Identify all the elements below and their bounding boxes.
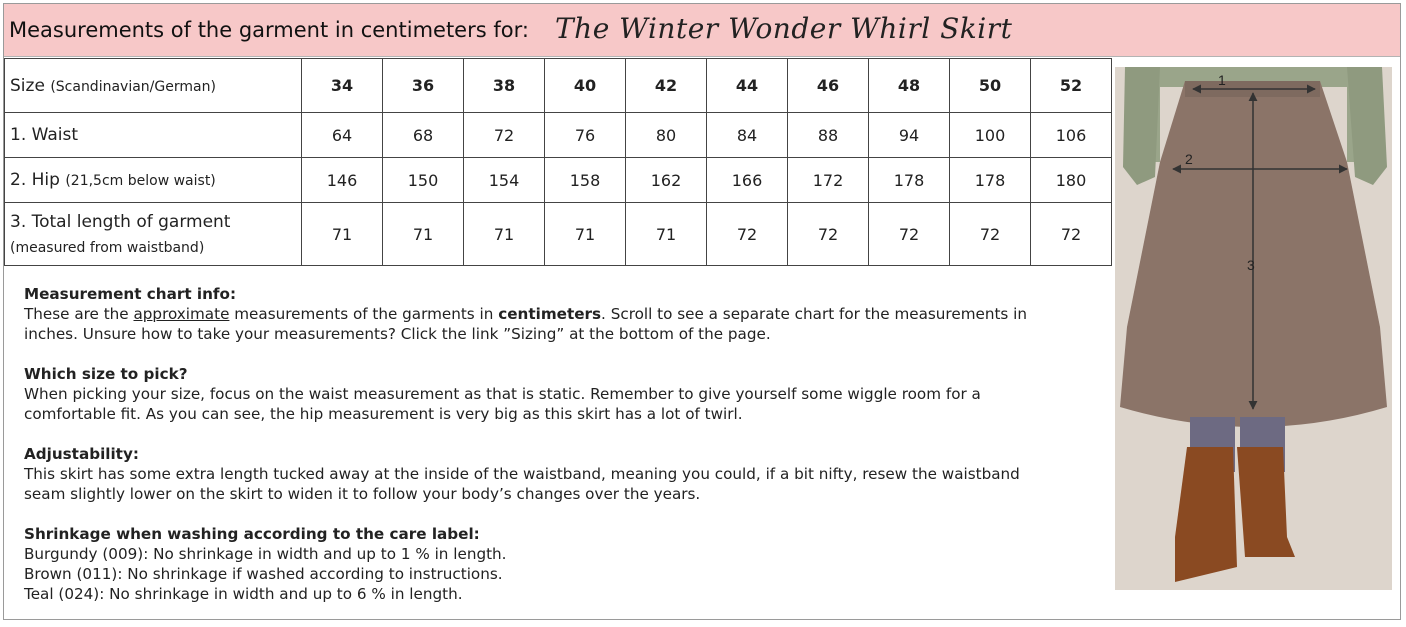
shrinkage-paragraph xyxy=(24,524,1064,604)
marker-3: 3 xyxy=(1247,257,1255,273)
waist-cell: 106 xyxy=(1031,113,1112,158)
chart-info-heading: Measurement chart info: xyxy=(24,285,237,303)
centimeters-word: centimeters xyxy=(498,305,602,323)
header-banner xyxy=(4,4,1400,57)
hip-cell: 178 xyxy=(869,158,950,203)
hip-cell: 162 xyxy=(626,158,707,203)
length-cell: 71 xyxy=(383,203,464,266)
table-row-sizes xyxy=(5,59,1112,113)
size-cell: 48 xyxy=(869,59,950,113)
size-cell: 52 xyxy=(1031,59,1112,113)
size-cell: 46 xyxy=(788,59,869,113)
header-title: Measurements of the garment in centimeters for: xyxy=(9,18,529,42)
shrinkage-line: Brown (011): No shrinkage if washed according to instructions. xyxy=(24,565,503,583)
size-cell: 36 xyxy=(383,59,464,113)
length-cell: 72 xyxy=(950,203,1031,266)
length-cell: 71 xyxy=(302,203,383,266)
table-row-waist xyxy=(5,113,1112,158)
length-label-cell xyxy=(5,203,302,266)
chart-info-text: These are the xyxy=(24,305,134,323)
size-label-note: (Scandinavian/German) xyxy=(50,78,216,95)
marker-1: 1 xyxy=(1218,72,1226,88)
table-row-length xyxy=(5,203,1112,266)
size-pick-heading: Which size to pick? xyxy=(24,365,188,383)
hip-label: 2. Hip xyxy=(10,170,60,190)
size-label: Size xyxy=(10,75,45,96)
size-pick-text: When picking your size, focus on the waist measurement as that is static. Remember to give yourself some wiggle room for a comfortable fit. As you can see, the hip measurement is very big as this skirt has a lot of twirl. xyxy=(24,385,981,423)
hip-cell: 172 xyxy=(788,158,869,203)
waist-cell: 100 xyxy=(950,113,1031,158)
chart-info-text: measurements of the garments in xyxy=(229,305,499,323)
length-cell: 72 xyxy=(707,203,788,266)
size-cell: 44 xyxy=(707,59,788,113)
waist-label: 1. Waist xyxy=(5,113,302,158)
hip-cell: 146 xyxy=(302,158,383,203)
length-cell: 72 xyxy=(1031,203,1112,266)
shrinkage-line: Burgundy (009): No shrinkage in width and up to 1 % in length. xyxy=(24,545,507,563)
shrinkage-line: Teal (024): No shrinkage in width and up to 6 % in length. xyxy=(24,585,463,603)
size-pick-paragraph xyxy=(24,364,1064,424)
hip-cell: 166 xyxy=(707,158,788,203)
length-label-note: (measured from waistband) xyxy=(10,240,205,256)
hip-label-note: (21,5cm below waist) xyxy=(65,173,216,189)
skirt-photo xyxy=(1115,67,1392,590)
left-boot-shape xyxy=(1175,447,1237,582)
left-arm-shape xyxy=(1123,67,1160,185)
waist-cell: 88 xyxy=(788,113,869,158)
hip-cell: 158 xyxy=(545,158,626,203)
hip-cell: 180 xyxy=(1031,158,1112,203)
size-cell: 38 xyxy=(464,59,545,113)
length-cell: 71 xyxy=(464,203,545,266)
waist-cell: 72 xyxy=(464,113,545,158)
length-cell: 71 xyxy=(626,203,707,266)
adjustability-heading: Adjustability: xyxy=(24,445,139,463)
waist-cell: 80 xyxy=(626,113,707,158)
waist-cell: 84 xyxy=(707,113,788,158)
approximate-word: approximate xyxy=(133,305,230,323)
length-cell: 71 xyxy=(545,203,626,266)
hip-cell: 154 xyxy=(464,158,545,203)
info-section xyxy=(24,284,1064,624)
size-cell: 42 xyxy=(626,59,707,113)
hip-cell: 178 xyxy=(950,158,1031,203)
skirt-illustration xyxy=(1115,67,1392,590)
size-table xyxy=(4,58,1112,266)
waist-cell: 68 xyxy=(383,113,464,158)
size-cell: 34 xyxy=(302,59,383,113)
size-cell: 50 xyxy=(950,59,1031,113)
length-cell: 72 xyxy=(788,203,869,266)
length-label: 3. Total length of garment xyxy=(10,212,231,232)
chart-info-text: . Scroll to see a separate chart for the measurements in inches. Unsure how to take your measurements? Click the link ”Sizing” at the bottom of the page. xyxy=(24,305,1027,343)
size-label-cell xyxy=(5,59,302,113)
waist-cell: 76 xyxy=(545,113,626,158)
chart-info-paragraph xyxy=(24,284,1064,344)
marker-2: 2 xyxy=(1185,151,1193,167)
hip-cell: 150 xyxy=(383,158,464,203)
table-row-hip xyxy=(5,158,1112,203)
length-cell: 72 xyxy=(869,203,950,266)
shrinkage-heading: Shrinkage when washing according to the care label: xyxy=(24,525,480,543)
waist-cell: 64 xyxy=(302,113,383,158)
hip-label-cell xyxy=(5,158,302,203)
waist-cell: 94 xyxy=(869,113,950,158)
product-name: The Winter Wonder Whirl Skirt xyxy=(555,12,1013,45)
adjustability-text: This skirt has some extra length tucked away at the inside of the waistband, meaning you could, if a bit nifty, resew the waistband seam slightly lower on the skirt to widen it to follow your body’s changes over the years. xyxy=(24,465,1020,503)
size-cell: 40 xyxy=(545,59,626,113)
adjustability-paragraph xyxy=(24,444,1064,504)
